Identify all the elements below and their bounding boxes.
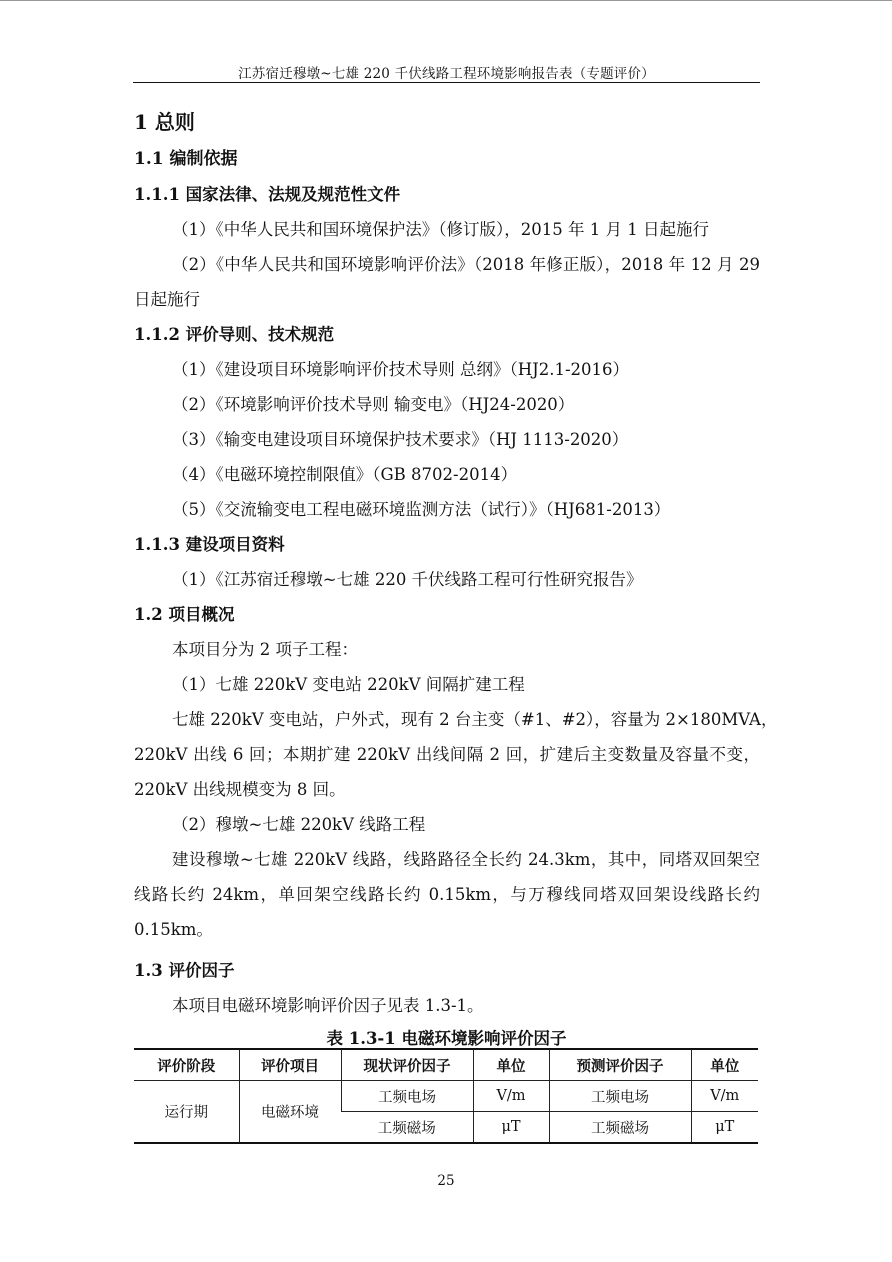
running-header: 江苏宿迁穆墩~七雄 220 千伏线路工程环境影响报告表（专题评价） <box>238 66 655 82</box>
subproject-1-line-3: 220kV 出线规模变为 8 回。 <box>134 780 346 799</box>
evaluation-factors-table <box>134 1048 758 1144</box>
table-caption: 表 1.3-1 电磁环境影响评价因子 <box>326 1029 567 1048</box>
header-rule <box>133 82 760 83</box>
top-border <box>0 0 892 1</box>
subproject-1-line-1: 七雄 220kV 变电站，户外式，现有 2 台主变（#1、#2），容量为 2×180MVA， <box>172 710 778 729</box>
table-cell: V/m <box>473 1081 549 1112</box>
table-header-row <box>134 1049 758 1081</box>
subproject-1-title: （1）七雄 220kV 变电站 220kV 间隔扩建工程 <box>172 675 525 694</box>
table-cell: V/m <box>691 1081 758 1112</box>
standard-item-4: （4）《电磁环境控制限值》（GB 8702-2014） <box>172 465 518 484</box>
table-row <box>134 1081 758 1112</box>
page-number: 25 <box>437 1173 455 1189</box>
paragraph-subprojects: 本项目分为 2 项子工程： <box>172 640 358 659</box>
law-item-1: （1）《中华人民共和国环境保护法》（修订版），2015 年 1 月 1 日起施行 <box>172 220 709 239</box>
subproject-2-line-2: 线路长约 24km，单回架空线路长约 0.15km，与万穆线同塔双回架设线路长约 <box>134 885 760 904</box>
table-cell: μT <box>691 1112 758 1144</box>
subproject-1-line-2: 220kV 出线 6 回；本期扩建 220kV 出线间隔 2 回，扩建后主变数量及容量不变， <box>134 745 760 764</box>
table-cell: 工频电场 <box>341 1081 473 1112</box>
table-header-cell: 评价项目 <box>239 1049 341 1081</box>
table-cell: 工频磁场 <box>549 1112 691 1144</box>
table-cell: 工频电场 <box>549 1081 691 1112</box>
table-cell-item: 电磁环境 <box>239 1081 341 1144</box>
table-cell: μT <box>473 1112 549 1144</box>
project-doc-item-1: （1）《江苏宿迁穆墩~七雄 220 千伏线路工程可行性研究报告》 <box>172 570 643 589</box>
standard-item-1: （1）《建设项目环境影响评价技术导则 总纲》（HJ2.1-2016） <box>172 360 630 379</box>
standard-item-3: （3）《输变电建设项目环境保护技术要求》（HJ 1113-2020） <box>172 430 629 449</box>
table-header-cell: 评价阶段 <box>134 1049 239 1081</box>
table-cell-stage: 运行期 <box>164 1105 208 1121</box>
chapter-heading: 1 总则 <box>134 110 195 134</box>
section-heading-1-1: 1.1 编制依据 <box>134 149 238 169</box>
law-item-2-line-1: （2）《中华人民共和国环境影响评价法》（2018 年修正版），2018 年 12 月 29 <box>172 255 760 274</box>
law-item-2-line-2: 日起施行 <box>134 290 200 309</box>
subproject-2-line-1: 建设穆墩~七雄 220kV 线路，线路路径全长约 24.3km，其中，同塔双回架空 <box>172 850 760 869</box>
section-heading-1-1-1: 1.1.1 国家法律、法规及规范性文件 <box>134 185 401 204</box>
section-heading-1-1-3: 1.1.3 建设项目资料 <box>134 535 285 554</box>
standard-item-5: （5）《交流输变电工程电磁环境监测方法（试行）》（HJ681-2013） <box>172 500 671 519</box>
subproject-2-line-3: 0.15km。 <box>134 920 213 939</box>
table-header-cell: 单位 <box>473 1049 549 1081</box>
section-heading-1-1-2: 1.1.2 评价导则、技术规范 <box>134 325 335 344</box>
table-header-cell: 现状评价因子 <box>341 1049 473 1081</box>
table-cell: 工频磁场 <box>377 1120 436 1137</box>
table-header-cell: 预测评价因子 <box>549 1049 691 1081</box>
table-header-cell: 单位 <box>691 1049 758 1081</box>
paragraph-factors: 本项目电磁环境影响评价因子见表 1.3-1。 <box>172 996 484 1015</box>
subproject-2-title: （2）穆墩~七雄 220kV 线路工程 <box>172 815 426 834</box>
standard-item-2: （2）《环境影响评价技术导则 输变电》（HJ24-2020） <box>172 395 575 414</box>
section-heading-1-3: 1.3 评价因子 <box>134 961 235 980</box>
section-heading-1-2: 1.2 项目概况 <box>134 605 235 624</box>
